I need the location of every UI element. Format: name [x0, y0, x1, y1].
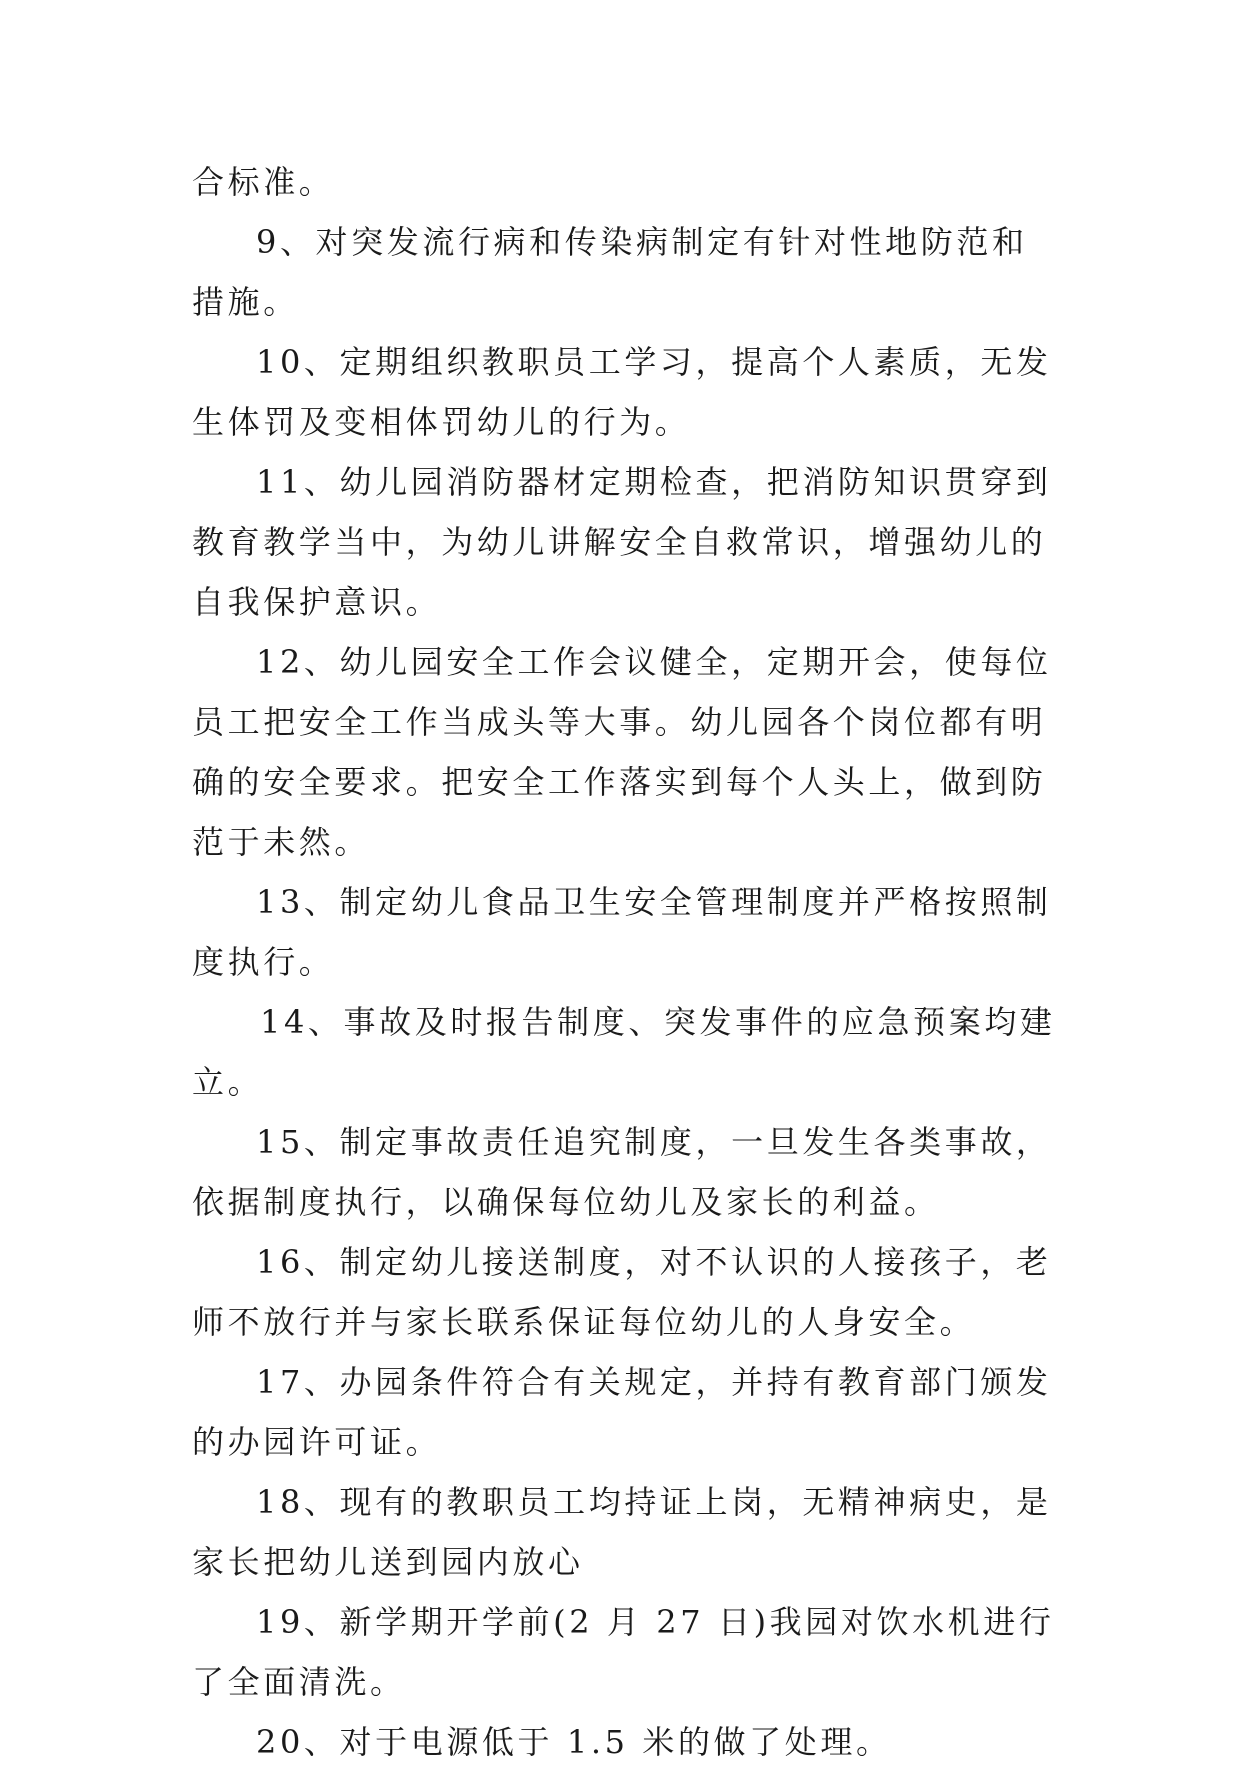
paragraph-20: 20、对于电源低于 1.5 米的做了处理。 — [256, 1723, 892, 1761]
paragraph-14: 14、事故及时报告制度、突发事件的应急预案均建立。 — [192, 1003, 1056, 1101]
paragraph-9: 9、对突发流行病和传染病制定有针对性地防范和措施。 — [192, 223, 1028, 321]
paragraph-13: 13、制定幼儿食品卫生安全管理制度并严格按照制度执行。 — [192, 883, 1052, 981]
paragraph-8-continuation: 合标准。 — [192, 163, 335, 201]
paragraph-11: 11、幼儿园消防器材定期检查，把消防知识贯穿到教育教学当中，为幼儿讲解安全自救常识，增强幼儿的自我保护意识。 — [192, 463, 1052, 621]
paragraph-16: 16、制定幼儿接送制度，对不认识的人接孩子，老师不放行并与家长联系保证每位幼儿的人身安全。 — [192, 1243, 1052, 1341]
paragraph-18: 18、现有的教职员工均持证上岗，无精神病史，是家长把幼儿送到园内放心 — [192, 1483, 1052, 1581]
paragraph-10: 10、定期组织教职员工学习，提高个人素质，无发生体罚及变相体罚幼儿的行为。 — [192, 343, 1052, 441]
paragraph-17: 17、办园条件符合有关规定，并持有教育部门颁发的办园许可证。 — [192, 1363, 1052, 1461]
paragraph-15: 15、制定事故责任追究制度，一旦发生各类事故，依据制度执行，以确保每位幼儿及家长的利益。 — [192, 1123, 1052, 1221]
paragraph-12: 12、幼儿园安全工作会议健全，定期开会，使每位员工把安全工作当成头等大事。幼儿园各个岗位都有明确的安全要求。把安全工作落实到每个人头上，做到防范于未然。 — [192, 643, 1052, 861]
document-body — [192, 152, 1062, 1772]
paragraph-19: 19、新学期开学前(2 月 27 日)我园对饮水机进行了全面清洗。 — [192, 1603, 1055, 1701]
